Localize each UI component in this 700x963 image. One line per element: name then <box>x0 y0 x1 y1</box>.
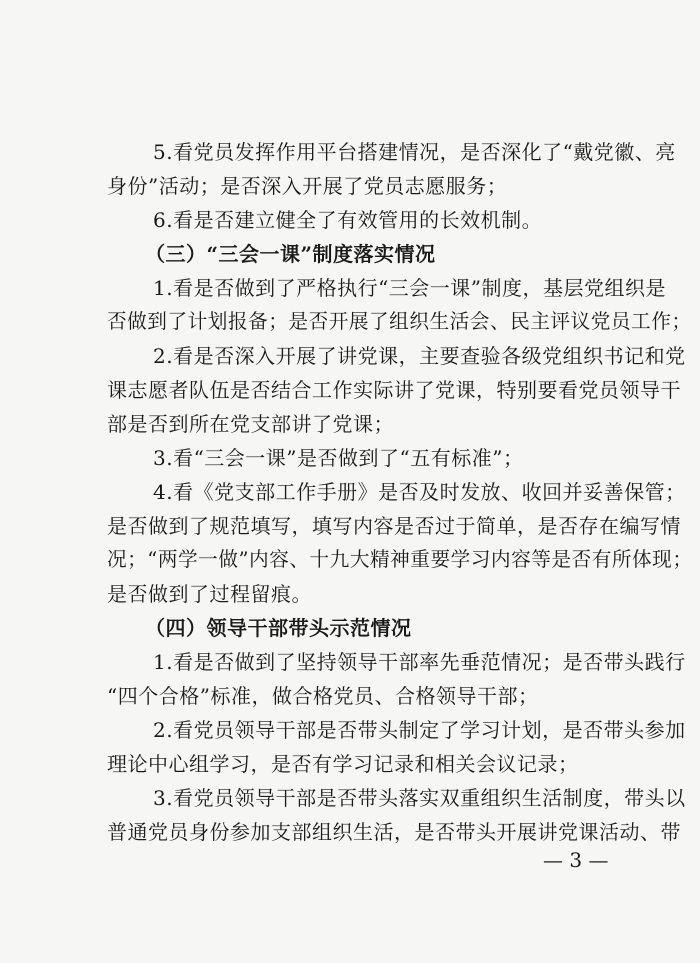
text-line: 1.看是否做到了坚持领导干部率先垂范情况；是否带头践行 <box>153 650 686 674</box>
text-line: 理论中心组学习，是否有学习记录和相关会议记录； <box>107 752 579 776</box>
section-heading: （四）领导干部带头示范情况 <box>145 616 412 640</box>
text-line: 1.看是否做到了严格执行“三会一课”制度，基层党组织是 <box>153 276 667 300</box>
page-number: — 3 — <box>543 848 609 872</box>
text-line: 2.看是否深入开展了讲党课，主要查验各级党组织书记和党 <box>153 344 686 368</box>
text-line: 3.看“三会一课”是否做到了“五有标准”； <box>153 446 524 470</box>
text-line: 5.看党员发挥作用平台搭建情况，是否深化了“戴党徽、亮 <box>153 140 676 164</box>
text-line: 是否做到了规范填写，填写内容是否过于简单，是否存在编写情 <box>107 514 681 538</box>
text-line: 3.看党员领导干部是否带头落实双重组织生活制度，带头以 <box>153 786 686 810</box>
text-line: 6.看是否建立健全了有效管用的长效机制。 <box>153 208 543 232</box>
text-line: 课志愿者队伍是否结合工作实际讲了党课，特别要看党员领导干 <box>107 378 681 402</box>
text-line: 况；“两学一做”内容、十九大精神重要学习内容等是否有所体现； <box>107 548 693 571</box>
text-line: 4.看《党支部工作手册》是否及时发放、收回并妥善保管； <box>153 480 686 504</box>
text-line: 普通党员身份参加支部组织生活，是否带头开展讲党课活动、带 <box>107 820 681 844</box>
text-line: 身份”活动；是否深入开展了党员志愿服务； <box>107 174 508 198</box>
text-line: 否做到了计划报备；是否开展了组织生活会、民主评议党员工作； <box>107 310 692 333</box>
text-line: 是否做到了过程留痕。 <box>107 582 312 606</box>
text-line: 部是否到所在党支部讲了党课； <box>107 412 394 436</box>
text-line: 2.看党员领导干部是否带头制定了学习计划，是否带头参加 <box>153 718 686 742</box>
section-heading: （三）“三会一课”制度落实情况 <box>145 242 436 266</box>
text-line: “四个合格”标准，做合格党员、合格领导干部； <box>107 684 539 708</box>
